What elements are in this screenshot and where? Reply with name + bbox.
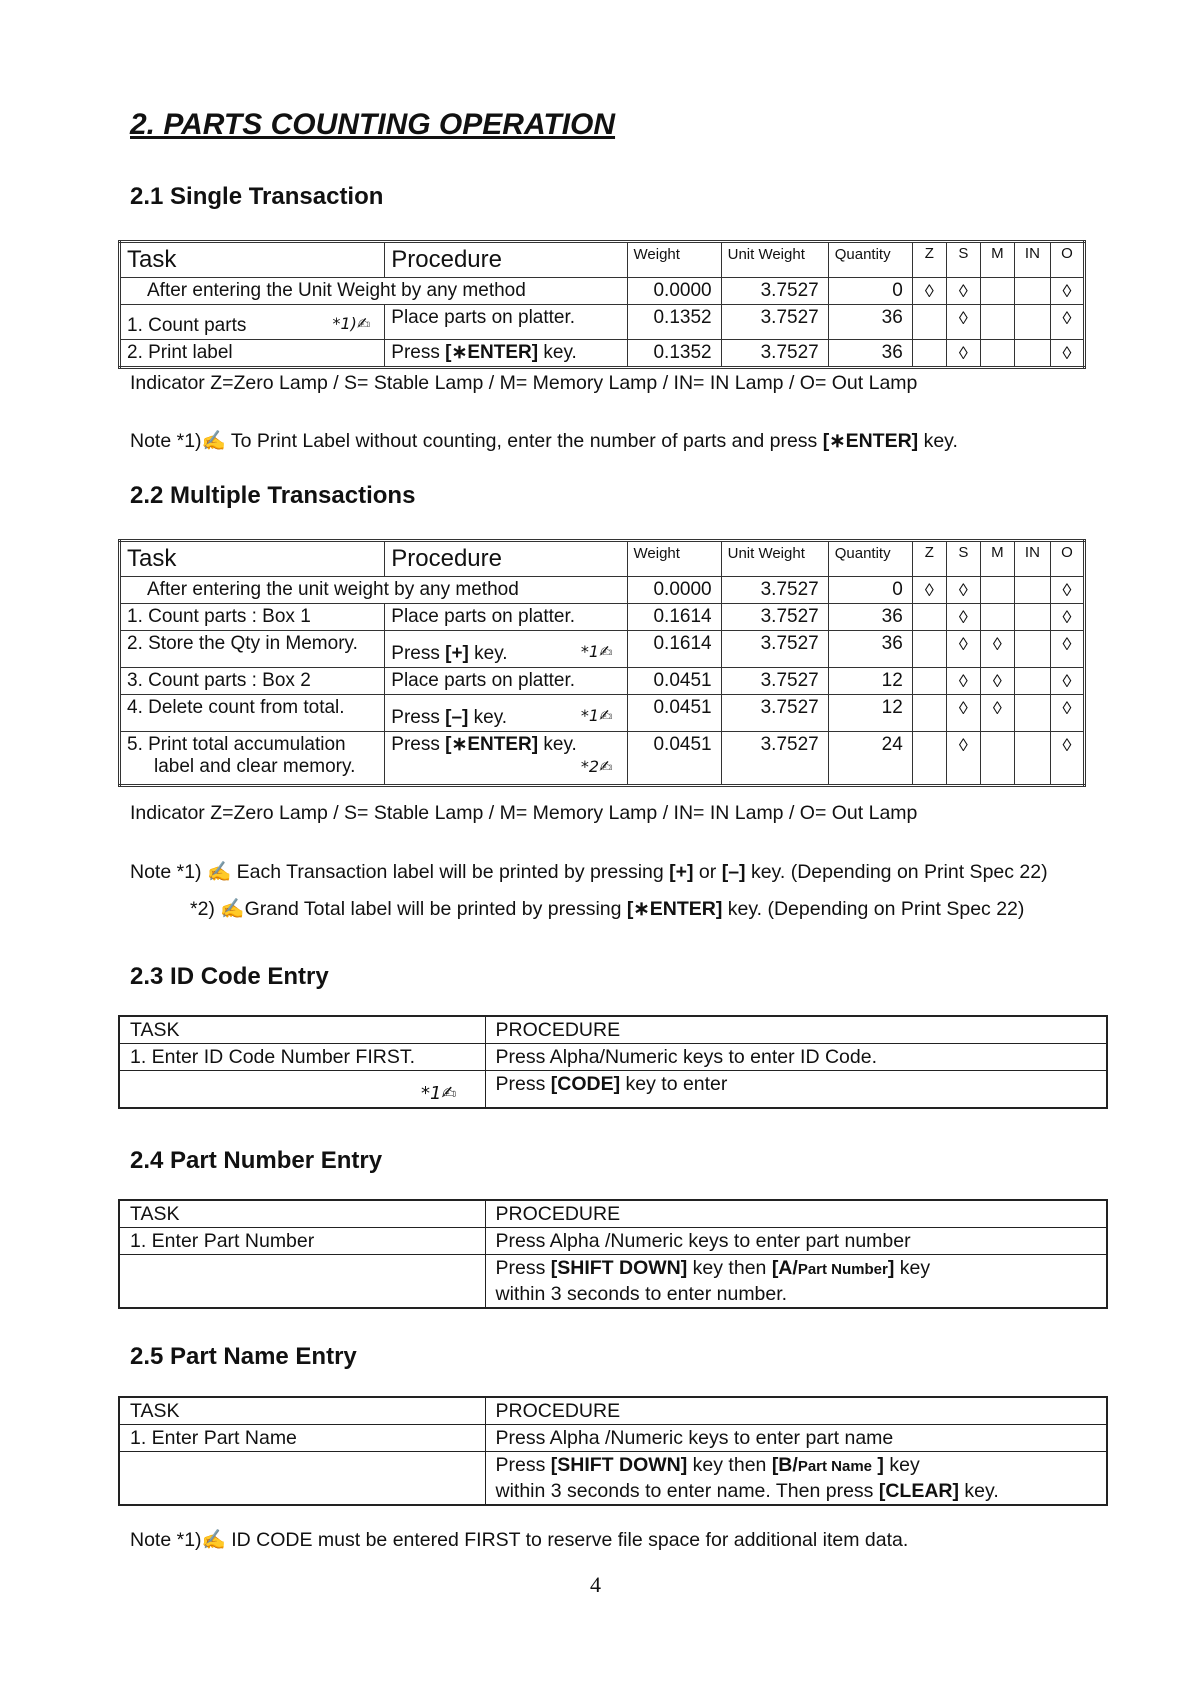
- task-cell: [120, 305, 385, 340]
- lamp-m: [980, 604, 1014, 631]
- lamp-m: ◊: [980, 695, 1014, 732]
- lamp-z: [912, 695, 946, 732]
- lamp-o: ◊: [1050, 732, 1084, 786]
- table-row: [120, 732, 1085, 786]
- note-key: [+]: [669, 861, 694, 883]
- procedure-text: key.: [538, 342, 577, 363]
- procedure-cell: [385, 695, 627, 732]
- task-cell: [119, 1452, 485, 1506]
- page-number: 4: [590, 1572, 601, 1597]
- note-marker: *1✍: [580, 706, 613, 725]
- procedure-text: Press: [495, 1257, 551, 1279]
- unit-weight-value: 3.7527: [721, 695, 828, 732]
- intro-text: After entering the unit weight by any method: [120, 577, 628, 604]
- part-number-key-sub: Part Number: [797, 1261, 888, 1278]
- header-task: Task: [120, 541, 385, 577]
- procedure-text: Place parts on platter.: [385, 668, 627, 695]
- lamp-in: [1014, 278, 1050, 305]
- procedure-text: within 3 seconds to enter number.: [495, 1283, 788, 1305]
- quantity-value: 36: [828, 604, 912, 631]
- code-key-label: [CODE]: [550, 1073, 621, 1095]
- header-s: S: [946, 541, 980, 577]
- lamp-s: ◊: [946, 631, 980, 668]
- weight-value: 0.0000: [627, 278, 721, 305]
- unit-weight-value: 3.7527: [721, 631, 828, 668]
- task-text: 1. Count parts : Box 1: [120, 604, 385, 631]
- section-heading-id-code: 2.3 ID Code Entry: [130, 963, 329, 990]
- lamp-m: [980, 577, 1014, 604]
- header-s: S: [946, 242, 980, 278]
- procedure-text: key.: [538, 734, 577, 755]
- quantity-value: 36: [828, 305, 912, 340]
- header-m: M: [980, 242, 1014, 278]
- note-key: [–]: [721, 861, 746, 883]
- procedure-text: Press: [495, 1454, 551, 1476]
- enter-key-label: [∗ENTER]: [445, 342, 539, 363]
- intro-text: After entering the Unit Weight by any method: [120, 278, 628, 305]
- procedure-text: Press: [391, 643, 446, 664]
- lamp-m: [980, 732, 1014, 786]
- lamp-z: [912, 732, 946, 786]
- note-key: [∗ENTER]: [822, 430, 919, 452]
- lamp-in: [1014, 631, 1050, 668]
- procedure-text: key.: [959, 1480, 999, 1502]
- header-procedure: Procedure: [385, 242, 627, 278]
- procedure-text: Press: [391, 734, 446, 755]
- part-name-table: [118, 1396, 1108, 1506]
- header-unit-weight: Unit Weight: [721, 541, 828, 577]
- lamp-o: ◊: [1050, 577, 1084, 604]
- lamp-in: [1014, 604, 1050, 631]
- note-text: key.: [918, 430, 958, 452]
- table-row: [119, 1452, 1107, 1506]
- header-procedure: PROCEDURE: [485, 1016, 1107, 1044]
- task-text: 2. Print label: [120, 340, 385, 368]
- indicator-legend: Indicator Z=Zero Lamp / S= Stable Lamp / M= Memory Lamp / IN= IN Lamp / O= Out Lamp: [130, 372, 918, 394]
- header-task: TASK: [119, 1016, 485, 1044]
- section-heading-part-name: 2.5 Part Name Entry: [130, 1343, 357, 1370]
- header-weight: Weight: [627, 541, 721, 577]
- header-unit-weight: Unit Weight: [721, 242, 828, 278]
- shift-down-key-label: [SHIFT DOWN]: [550, 1454, 688, 1476]
- note-text: key. (Depending on Print Spec 22): [745, 861, 1048, 883]
- table-header-row: [119, 1397, 1107, 1425]
- procedure-text: key.: [468, 707, 508, 728]
- lamp-in: [1014, 668, 1050, 695]
- procedure-cell: [485, 1071, 1107, 1109]
- final-note: Note *1)✍ ID CODE must be entered FIRST to reserve file space for additional item data.: [130, 1529, 909, 1551]
- header-o: O: [1050, 541, 1084, 577]
- part-name-key-label: [B/: [771, 1454, 798, 1476]
- table-row: [119, 1228, 1107, 1255]
- unit-weight-value: 3.7527: [721, 340, 828, 368]
- lamp-in: [1014, 340, 1050, 368]
- header-in: IN: [1014, 541, 1050, 577]
- task-text: 3. Count parts : Box 2: [120, 668, 385, 695]
- unit-weight-value: 3.7527: [721, 604, 828, 631]
- note-single: [130, 429, 958, 453]
- procedure-text: Place parts on platter.: [385, 604, 627, 631]
- lamp-o: ◊: [1050, 305, 1084, 340]
- table-row: [120, 631, 1085, 668]
- lamp-in: [1014, 732, 1050, 786]
- note-text: *2) ✍Grand Total label will be printed by pressing: [190, 898, 627, 920]
- table-row: [119, 1425, 1107, 1452]
- part-number-table: [118, 1199, 1108, 1309]
- lamp-s: ◊: [946, 732, 980, 786]
- table-header-row: [120, 242, 1085, 278]
- header-z: Z: [912, 541, 946, 577]
- single-transaction-table: [118, 240, 1086, 369]
- quantity-value: 24: [828, 732, 912, 786]
- lamp-o: ◊: [1050, 695, 1084, 732]
- header-procedure: PROCEDURE: [485, 1200, 1107, 1228]
- header-o: O: [1050, 242, 1084, 278]
- procedure-cell: [385, 340, 627, 368]
- unit-weight-value: 3.7527: [721, 278, 828, 305]
- lamp-in: [1014, 577, 1050, 604]
- task-text: label and clear memory.: [154, 756, 356, 777]
- shift-down-key-label: [SHIFT DOWN]: [550, 1257, 688, 1279]
- lamp-o: ◊: [1050, 340, 1084, 368]
- task-cell: [119, 1255, 485, 1309]
- plus-key-label: [+]: [445, 643, 469, 664]
- lamp-m: ◊: [980, 631, 1014, 668]
- lamp-in: [1014, 305, 1050, 340]
- note-marker: *2✍: [580, 757, 613, 776]
- part-name-key-close: ]: [872, 1454, 884, 1476]
- note-text: key. (Depending on Print Spec 22): [722, 898, 1025, 920]
- weight-value: 0.1352: [627, 340, 721, 368]
- unit-weight-value: 3.7527: [721, 305, 828, 340]
- lamp-o: ◊: [1050, 668, 1084, 695]
- part-name-key-sub: Part Name: [797, 1458, 873, 1475]
- procedure-text: key to enter: [620, 1073, 728, 1095]
- lamp-m: [980, 305, 1014, 340]
- lamp-z: [912, 604, 946, 631]
- task-text: 1. Enter Part Number: [119, 1228, 485, 1255]
- procedure-cell: [485, 1452, 1107, 1506]
- lamp-z: ◊: [912, 577, 946, 604]
- note-multiple-1: [130, 860, 1048, 884]
- procedure-text: Press: [495, 1073, 551, 1095]
- section-heading-single: 2.1 Single Transaction: [130, 183, 384, 210]
- unit-weight-value: 3.7527: [721, 732, 828, 786]
- procedure-text: within 3 seconds to enter name. Then press: [495, 1480, 879, 1502]
- task-cell: [119, 1071, 485, 1109]
- lamp-z: [912, 668, 946, 695]
- table-header-row: [119, 1200, 1107, 1228]
- weight-value: 0.0451: [627, 732, 721, 786]
- note-multiple-2: [190, 897, 1024, 921]
- quantity-value: 12: [828, 695, 912, 732]
- table-row: [120, 577, 1085, 604]
- enter-key-label: [∗ENTER]: [445, 734, 539, 755]
- weight-value: 0.0000: [627, 577, 721, 604]
- header-m: M: [980, 541, 1014, 577]
- note-text: Note *1) ✍ Each Transaction label will be printed by pressing: [130, 861, 670, 883]
- weight-value: 0.0451: [627, 668, 721, 695]
- unit-weight-value: 3.7527: [721, 577, 828, 604]
- note-marker: *1)✍: [332, 314, 371, 333]
- page-title: 2. PARTS COUNTING OPERATION: [130, 108, 616, 141]
- header-quantity: Quantity: [828, 541, 912, 577]
- table-row: [120, 340, 1085, 368]
- table-row: [120, 278, 1085, 305]
- table-row: [120, 604, 1085, 631]
- task-text: 1. Enter ID Code Number FIRST.: [119, 1044, 485, 1071]
- procedure-cell: [385, 631, 627, 668]
- procedure-text: Press Alpha/Numeric keys to enter ID Code.: [485, 1044, 1107, 1071]
- table-row: [119, 1071, 1107, 1109]
- header-task: Task: [120, 242, 385, 278]
- lamp-m: [980, 278, 1014, 305]
- quantity-value: 36: [828, 340, 912, 368]
- procedure-text: Press: [391, 707, 446, 728]
- task-text: 4. Delete count from total.: [120, 695, 385, 732]
- table-row: [120, 668, 1085, 695]
- header-z: Z: [912, 242, 946, 278]
- minus-key-label: [–]: [445, 707, 469, 728]
- section-heading-part-number: 2.4 Part Number Entry: [130, 1147, 383, 1174]
- task-text: 2. Store the Qty in Memory.: [120, 631, 385, 668]
- lamp-s: ◊: [946, 305, 980, 340]
- part-number-key-close: ]: [887, 1257, 895, 1279]
- header-procedure: PROCEDURE: [485, 1397, 1107, 1425]
- procedure-text: key.: [468, 643, 508, 664]
- weight-value: 0.0451: [627, 695, 721, 732]
- table-header-row: [119, 1016, 1107, 1044]
- task-text: 5. Print total accumulation: [127, 734, 346, 755]
- lamp-s: ◊: [946, 340, 980, 368]
- header-quantity: Quantity: [828, 242, 912, 278]
- lamp-m: [980, 340, 1014, 368]
- procedure-text: key then: [687, 1454, 772, 1476]
- procedure-text: key then: [687, 1257, 772, 1279]
- note-text: or: [693, 861, 722, 883]
- header-in: IN: [1014, 242, 1050, 278]
- procedure-cell: [485, 1255, 1107, 1309]
- multiple-transaction-table: [118, 539, 1086, 787]
- task-text: 1. Count parts: [127, 315, 247, 336]
- note-marker: *1✍: [580, 642, 613, 661]
- weight-value: 0.1614: [627, 631, 721, 668]
- clear-key-label: [CLEAR]: [878, 1480, 960, 1502]
- lamp-o: ◊: [1050, 631, 1084, 668]
- procedure-text: Press: [391, 342, 446, 363]
- procedure-text: Press Alpha /Numeric keys to enter part number: [485, 1228, 1107, 1255]
- task-text: 1. Enter Part Name: [119, 1425, 485, 1452]
- procedure-text: Press Alpha /Numeric keys to enter part name: [485, 1425, 1107, 1452]
- procedure-cell: [385, 732, 627, 786]
- table-header-row: [120, 541, 1085, 577]
- procedure-text: key: [883, 1454, 920, 1476]
- procedure-text: Place parts on platter.: [385, 305, 627, 340]
- lamp-s: ◊: [946, 668, 980, 695]
- lamp-in: [1014, 695, 1050, 732]
- lamp-s: ◊: [946, 604, 980, 631]
- header-task: TASK: [119, 1200, 485, 1228]
- table-row: [120, 695, 1085, 732]
- quantity-value: 36: [828, 631, 912, 668]
- lamp-s: ◊: [946, 577, 980, 604]
- procedure-text: key: [894, 1257, 931, 1279]
- table-row: [119, 1044, 1107, 1071]
- lamp-s: ◊: [946, 695, 980, 732]
- lamp-m: ◊: [980, 668, 1014, 695]
- quantity-value: 12: [828, 668, 912, 695]
- lamp-z: [912, 340, 946, 368]
- lamp-o: ◊: [1050, 278, 1084, 305]
- quantity-value: 0: [828, 577, 912, 604]
- part-number-key-label: [A/: [771, 1257, 798, 1279]
- quantity-value: 0: [828, 278, 912, 305]
- lamp-o: ◊: [1050, 604, 1084, 631]
- lamp-z: ◊: [912, 278, 946, 305]
- table-row: [120, 305, 1085, 340]
- indicator-legend: Indicator Z=Zero Lamp / S= Stable Lamp / M= Memory Lamp / IN= IN Lamp / O= Out Lamp: [130, 802, 918, 824]
- unit-weight-value: 3.7527: [721, 668, 828, 695]
- lamp-s: ◊: [946, 278, 980, 305]
- weight-value: 0.1352: [627, 305, 721, 340]
- header-task: TASK: [119, 1397, 485, 1425]
- table-row: [119, 1255, 1107, 1309]
- weight-value: 0.1614: [627, 604, 721, 631]
- section-heading-multiple: 2.2 Multiple Transactions: [130, 482, 416, 509]
- note-key: [∗ENTER]: [626, 898, 723, 920]
- header-procedure: Procedure: [385, 541, 627, 577]
- lamp-z: [912, 631, 946, 668]
- header-weight: Weight: [627, 242, 721, 278]
- task-cell: [120, 732, 385, 786]
- lamp-z: [912, 305, 946, 340]
- note-marker: *1✍: [420, 1083, 457, 1104]
- note-text: Note *1)✍ To Print Label without counting, enter the number of parts and press: [130, 430, 823, 452]
- id-code-table: [118, 1015, 1108, 1109]
